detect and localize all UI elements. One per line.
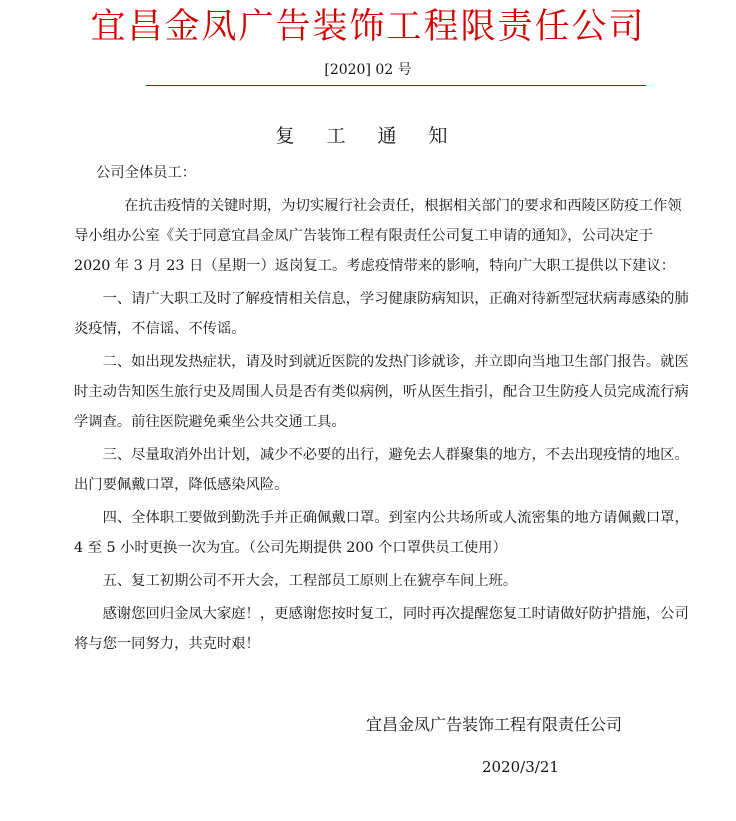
letterhead-company-name: 宜昌金凤广告装饰工程限责任公司 xyxy=(90,7,646,47)
signature-date: 2020/3/21 xyxy=(482,758,559,776)
advice-item-4: 四、全体职工要做到勤洗手并正确佩戴口罩。到室内公共场所或人流密集的地方请佩戴口罩，4 至 5 小时更换一次为宜。（公司先期提供 200 个口罩供员工使用） xyxy=(74,510,689,556)
document-title: 复 工 通 知 xyxy=(275,125,461,147)
document-number: [2020] 02 号 xyxy=(324,62,412,78)
intro-paragraph: 在抗击疫情的关键时期，为切实履行社会责任，根据相关部门的要求和西陵区防疫工作领导小组办公室《关于同意宜昌金凤广告装饰工程有限责任公司复工申请的通知》，公司决定于 2020 年 3 月 23 日（星期一）返岗复工。考虑疫情带来的影响，特向广大职工提供以下建议： xyxy=(74,198,682,274)
salutation: 公司全体员工： xyxy=(96,165,197,181)
advice-item-5: 五、复工初期公司不开大会，工程部员工原则上在猇亭车间上班。 xyxy=(102,573,518,589)
advice-item-1: 一、请广大职工及时了解疫情相关信息，学习健康防病知识，正确对待新型冠状病毒感染的肺炎疫情，不信谣、不传谣。 xyxy=(74,291,689,337)
closing-paragraph: 感谢您回归金凤大家庭！，更感谢您按时复工，同时再次提醒您复工时请做好防护措施，公司将与您一同努力，共克时艰！ xyxy=(74,606,689,652)
signature-company: 宜昌金凤广告装饰工程有限责任公司 xyxy=(366,715,623,734)
document-body xyxy=(74,158,690,662)
advice-item-3: 三、尽量取消外出计划，减少不必要的出行，避免去人群聚集的地方，不去出现疫情的地区。出门要佩戴口罩，降低感染风险。 xyxy=(74,447,689,493)
letterhead-divider xyxy=(146,85,646,86)
advice-item-2: 二、如出现发热症状，请及时到就近医院的发热门诊就诊，并立即向当地卫生部门报告。就医时主动告知医生旅行史及周围人员是否有类似病例，听从医生指引，配合卫生防疫人员完成流行病学调查。前往医院避免乘坐公共交通工具。 xyxy=(74,354,689,430)
